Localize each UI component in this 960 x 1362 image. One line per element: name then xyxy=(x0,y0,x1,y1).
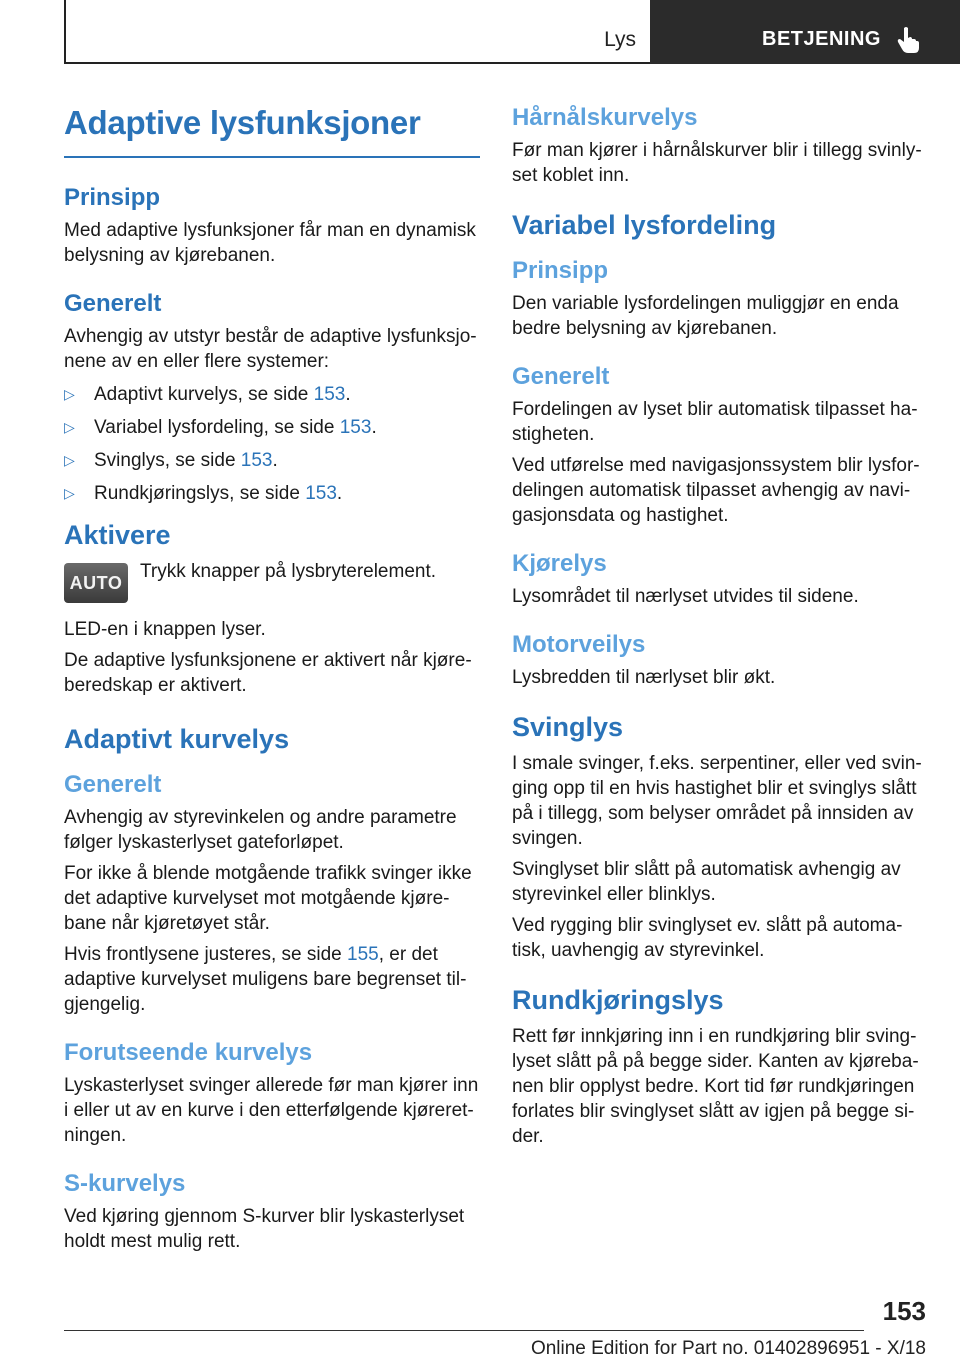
kurvelys-text-3b: , er det adaptive kurvelyset muligens bare begrenset tilgjengelig. xyxy=(64,944,467,1015)
list-item-text: Adaptivt kurvelys, se side xyxy=(94,384,314,405)
header-rule xyxy=(64,62,650,64)
page-link[interactable]: 153 xyxy=(240,450,273,471)
heading-prinsipp: Prinsipp xyxy=(64,184,161,211)
heading-kurvelys-generelt: Generelt xyxy=(64,771,162,798)
list-item-text: Variabel lysfordeling, se side xyxy=(94,417,340,438)
forutseende-text: Lyskasterlyset svinger allerede før man kjører inn i eller ut av en kurve i den etterfølgende kjøreretningen. xyxy=(64,1075,479,1146)
heading-adaptivt-kurvelys: Adaptivt kurvelys xyxy=(64,724,290,754)
left-column xyxy=(64,100,480,1260)
chapter-tab-label: BETJENING xyxy=(762,28,881,50)
list-item xyxy=(64,481,480,506)
rundkjoringslys-text: Rett før innkjøring inn i en rundkjøring blir svinglyset slått på på begge sider. Kanten av kjørebanen blir opplyst bedre. Kort tid før rundkjøringen forlates blir svinglyset slått av igjen på begge sider. xyxy=(512,1026,919,1147)
heading-haarnaalskurvelys: Hårnålskurvelys xyxy=(512,104,698,131)
header-chapter-tab[interactable] xyxy=(650,0,960,64)
triangle-bullet-icon: ▷ xyxy=(64,452,75,468)
triangle-bullet-icon: ▷ xyxy=(64,386,75,402)
heading-svinglys: Svinglys xyxy=(512,712,624,742)
list-item-text: Svinglys, se side xyxy=(94,450,241,471)
list-item-end: . xyxy=(345,384,351,405)
heading-rundkjoringslys: Rundkjøringslys xyxy=(512,985,724,1015)
aktivere-text-3: De adaptive lysfunksjonene er aktivert når kjøreberedskap er aktivert. xyxy=(64,650,472,696)
page-link[interactable]: 153 xyxy=(339,417,372,438)
heading-motorveilys: Motorveilys xyxy=(512,631,646,658)
page-link[interactable]: 153 xyxy=(313,384,346,405)
generelt-right-text-1: Fordelingen av lyset blir automatisk tilpasset hastigheten. xyxy=(512,399,918,445)
header-section-title: Lys xyxy=(604,28,636,51)
list-item-end: . xyxy=(272,450,278,471)
triangle-bullet-icon: ▷ xyxy=(64,485,75,501)
triangle-bullet-icon: ▷ xyxy=(64,419,75,435)
aktivere-text-1: Trykk knapper på lysbryterelement. xyxy=(140,561,437,582)
header-rule-vertical xyxy=(64,0,66,64)
right-column xyxy=(512,100,924,1155)
list-item-end: . xyxy=(336,483,343,504)
kurvelys-text-3 xyxy=(64,942,480,1017)
prinsipp-text: Med adaptive lysfunksjoner får man en dynamisk belysning av kjørebanen. xyxy=(64,220,476,266)
generelt-text: Avhengig av utstyr består de adaptive lysfunksjonene av en eller flere systemer: xyxy=(64,326,477,372)
svinglys-text-3: Ved rygging blir svinglyset ev. slått på automatisk, uavhengig av styrevinkel. xyxy=(512,915,903,961)
heading-generelt-right: Generelt xyxy=(512,363,610,390)
footer-edition-text: Online Edition for Part no. 01402896951 - X/18 xyxy=(530,1338,926,1359)
generelt-right-text-2: Ved utførelse med navigasjonssystem blir lysfordelingen automatisk tilpasset avhengig av navigasjonsdata og hastighet. xyxy=(512,455,920,526)
svinglys-text-2: Svinglyset blir slått på automatisk avhengig av styrevinkel eller blinklys. xyxy=(512,859,901,905)
heading-prinsipp-right: Prinsipp xyxy=(512,257,609,284)
footer-rule xyxy=(64,1330,864,1331)
pointing-hand-icon xyxy=(896,26,920,54)
aktivere-text-2: LED-en i knappen lyser. xyxy=(64,619,266,640)
page-link[interactable]: 153 xyxy=(305,483,337,504)
haarnaal-text: Før man kjører i hårnålskurver blir i tillegg svinlyset koblet inn. xyxy=(512,140,922,186)
kurvelys-text-2: For ikke å blende motgående trafikk svinger ikke det adaptive kurvelyset mot motgående kjørebane når kjøretøyet står. xyxy=(64,863,472,934)
auto-button-icon: AUTO xyxy=(64,563,128,603)
list-item xyxy=(64,415,480,440)
kurvelys-text-3a: Hvis frontlysene justeres, se side xyxy=(64,944,348,965)
heading-kjorelys: Kjørelys xyxy=(512,550,607,577)
list-item xyxy=(64,382,480,407)
auto-button-row xyxy=(64,559,480,603)
heading-forutseende-kurvelys: Forutseende kurvelys xyxy=(64,1039,313,1066)
kjorelys-text: Lysområdet til nærlyset utvides til sidene. xyxy=(512,586,859,607)
prinsipp-right-text: Den variable lysfordelingen muliggjør en enda bedre belysning av kjørebanen. xyxy=(512,293,899,339)
heading-s-kurvelys: S-kurvelys xyxy=(64,1170,186,1197)
svinglys-text-1: I smale svinger, f.eks. serpentiner, eller ved svinging opp til en hvis hastighet blir et svinglys slått på i tillegg, som belyser området på innsiden av svingen. xyxy=(512,753,922,849)
heading-variabel-lysfordeling: Variabel lysfordeling xyxy=(512,210,777,240)
title-rule xyxy=(64,156,480,158)
list-item xyxy=(64,448,480,473)
heading-generelt: Generelt xyxy=(64,290,162,317)
page-link[interactable]: 155 xyxy=(347,944,379,965)
page-number: 153 xyxy=(882,1296,926,1326)
list-item-text: Rundkjøringslys, se side xyxy=(94,483,306,504)
function-list xyxy=(64,382,480,506)
list-item-end: . xyxy=(371,417,377,438)
kurvelys-text-1: Avhengig av styrevinkelen og andre parametre følger lyskasterlyset gateforløpet. xyxy=(64,807,457,853)
page-title: Adaptive lysfunksjoner xyxy=(64,104,421,141)
heading-aktivere: Aktivere xyxy=(64,520,171,550)
motorveilys-text: Lysbredden til nærlyset blir økt. xyxy=(512,667,776,688)
s-kurvelys-text: Ved kjøring gjennom S-kurver blir lyskasterlyset holdt mest mulig rett. xyxy=(64,1206,465,1252)
